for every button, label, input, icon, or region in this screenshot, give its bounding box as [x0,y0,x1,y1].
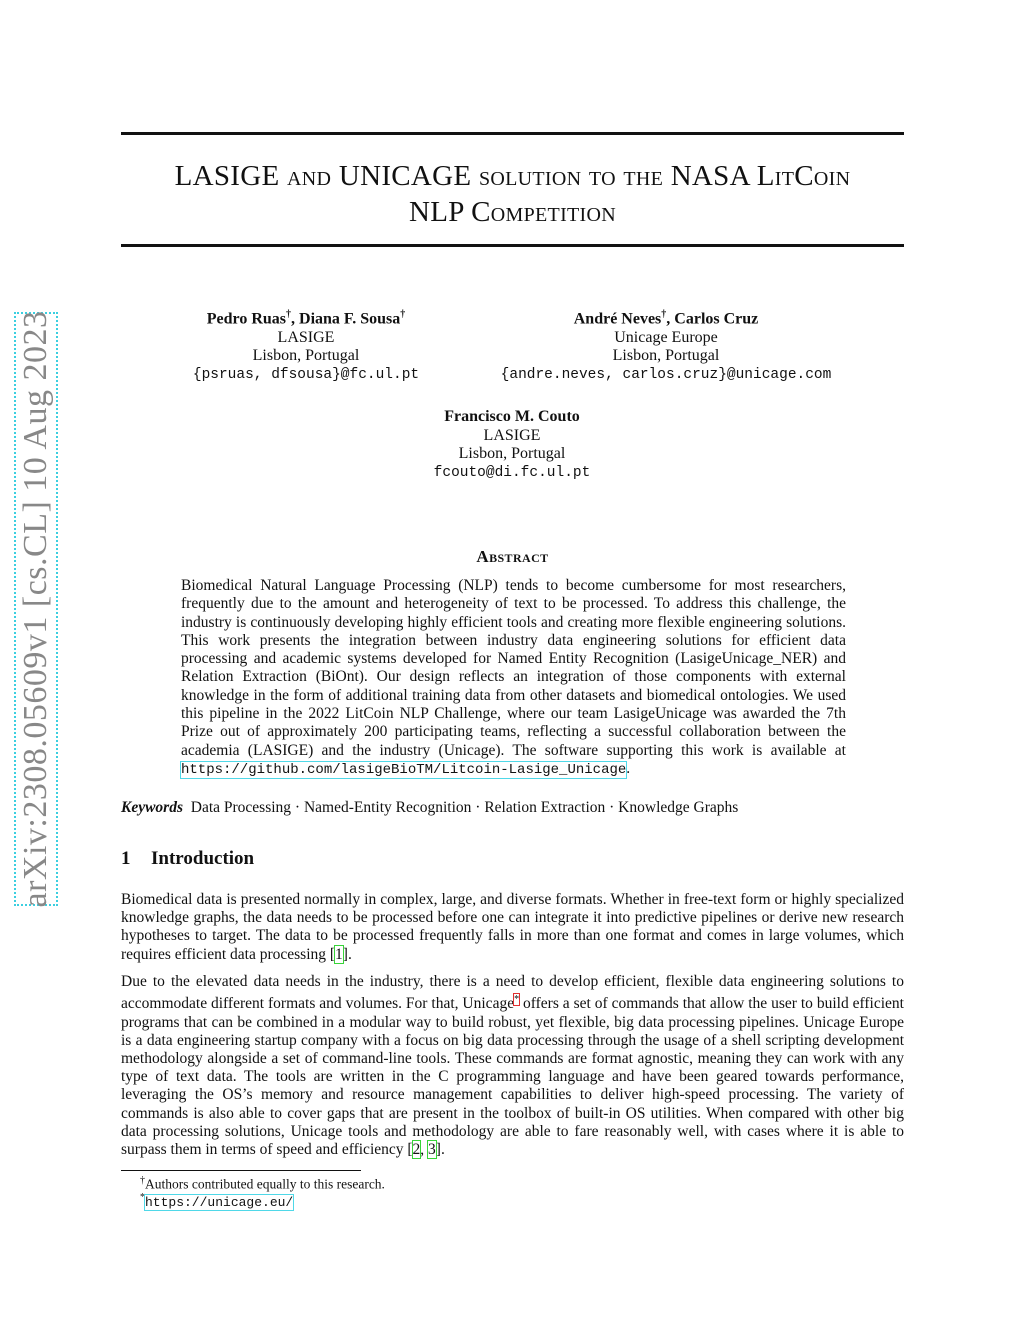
author-email-right: {andre.neves, carlos.cruz}@unicage.com [500,366,832,383]
keywords [121,799,904,817]
title-top-rule [121,132,904,135]
arxiv-identifier[interactable]: arXiv:2308.05609v1 [cs.CL] 10 Aug 2023 [17,310,54,908]
author-affiliation-right: Unicage Europe [614,328,718,346]
title-line-1: LASIGE and UNICAGE solution to the NASA LitCoin [174,160,851,192]
citation-1[interactable]: 1 [335,945,343,963]
author-email-left: {psruas, dfsousa}@fc.ul.pt [192,366,420,383]
keywords-list: Data Processing · Named-Entity Recognition · Relation Extraction · Knowledge Graphs [190,799,739,816]
abstract-heading: Abstract [476,547,549,566]
intro-paragraph-2: Due to the elevated data needs in the industry, there is a need to develop efficient, flexible data engineering solutions to accommodate different formats and volumes. For that, Unicage* offers a set of commands that allow the user to build efficient programs that can be combined in a modular way to build robust, yet flexible, big data processing pipelines. Unicage Europe is a data engineering startup company with a focus on big data processing through the usage of a shell scripting development methodology alongside a set of command-line tools. These commands are format agnostic, meaning they can work with any type of text data. The tools are written in the C programming language and have been geared towards performance, leveraging the OS’s memory and resource management capabilities to deliver high-speed processing. The variety of commands is also able to cover gaps that are present in the toolbox of built-in OS utilities. When compared with other big data processing solutions, Unicage tools and methodology are able to fare reasonably well, with cases where it is able to surpass them in terms of speed and efficiency [2, 3]. [121,973,904,1158]
unicage-link[interactable]: https://unicage.eu/ [145,1194,294,1210]
citation-2[interactable]: 2 [412,1140,421,1158]
author-names-left: Pedro Ruas†, Diana F. Sousa† [206,309,406,328]
citation-3[interactable]: 3 [428,1140,436,1158]
footnote-2: *https://unicage.eu/ [140,1192,294,1210]
author-affiliation-left: LASIGE [277,328,335,346]
author-affiliation-center: LASIGE [483,426,541,444]
title-line-2: NLP Competition [408,196,616,228]
footnote-1: †Authors contributed equally to this research. [140,1175,385,1192]
title-bottom-rule [121,244,904,247]
author-location-right: Lisbon, Portugal [612,347,720,365]
keywords-label: Keywords [121,799,183,816]
author-location-center: Lisbon, Portugal [458,445,566,462]
author-block-center [362,408,662,482]
footnote-ref-unicage[interactable]: * [514,994,520,1006]
section-heading-introduction: 1 Introduction [121,848,255,869]
intro-paragraph-1: Biomedical data is presented normally in complex, large, and diverse formats. Whether in free-text form or highly specialized knowledge graphs, the data needs to be processed before one can integrate it into predictive pipelines or derive new research hypotheses to target. The data to be processed frequently falls in more than one format and comes in large volumes, which requires efficient data processing [1]. [121,891,904,963]
author-email-center: fcouto@di.fc.ul.pt [433,464,591,481]
github-link[interactable]: https://github.com/lasigeBioTM/Litcoin-Lasige_Unicage [181,761,627,778]
abstract-body: Biomedical Natural Language Processing (NLP) tends to become cumbersome for most researchers, frequently due to the amount and heterogeneity of text to be processed. To address this challenge, the industry is continuously developing highly efficient tools and creating more flexible engineering solutions. This work presents the integration between industry data engineering solutions for efficient data processing and academic systems developed for Named Entity Recognition (LasigeUnicage_NER) and Relation Extraction (BiOnt). Our design reflects an integration of those components with external knowledge in the form of additional training data from other datasets and biomedical ontologies. We used this pipeline in the 2022 LitCoin NLP Challenge, where our team LasigeUnicage was awarded the 7th Prize out of approximately 200 participating teams, reflecting a successful collaboration between the academia (LASIGE) and the industry (Unicage). The software supporting this work is available at https://github.com/lasigeBioTM/Litcoin-Lasige_Unicage. [181,577,846,778]
footnote-rule [121,1170,361,1171]
author-block-left [160,306,452,384]
author-block-right [490,306,842,384]
paper-title [121,158,904,230]
author-names-right: André Neves†, Carlos Cruz [573,309,759,328]
author-location-left: Lisbon, Portugal [252,347,360,365]
author-names-center: Francisco M. Couto [444,408,580,425]
